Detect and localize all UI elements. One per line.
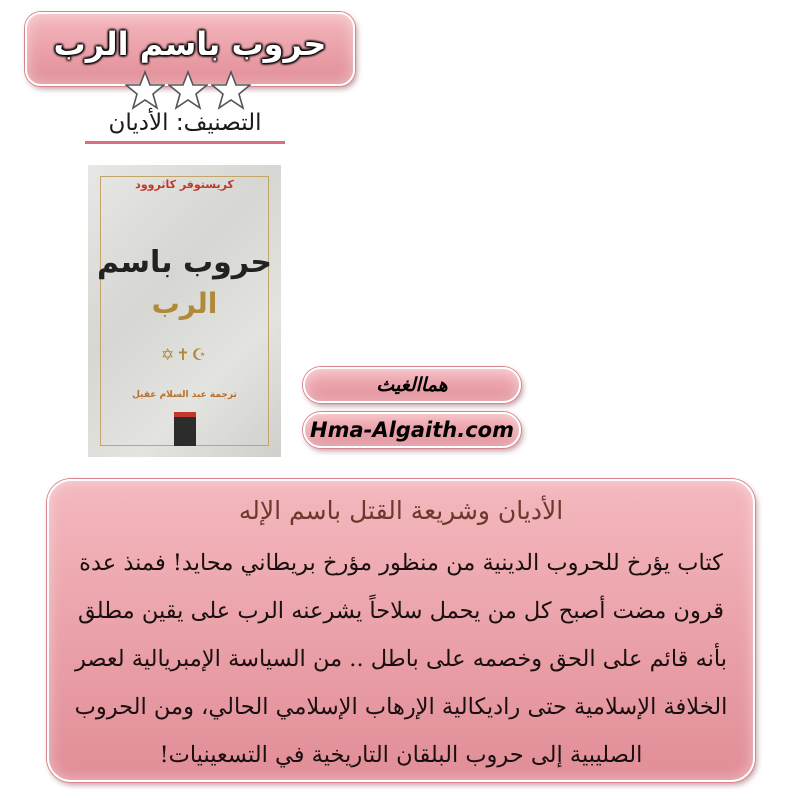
book-cover-image [88, 165, 281, 457]
category-label: التصنيف: الأديان [85, 110, 285, 144]
publisher-logo [174, 412, 196, 446]
star-rating [125, 70, 251, 110]
star-icon [168, 70, 208, 110]
cover-title: حروب باسم [96, 245, 273, 280]
cover-translator: ترجمة عبد السلام عقيل [132, 390, 237, 400]
cover-subtitle: الرب [151, 287, 218, 320]
star-icon [125, 70, 165, 110]
review-heading: الأديان وشريعة القتل باسم الإله [238, 496, 564, 525]
book-title: حروب باسم الرب [53, 25, 327, 63]
cover-author: كريستوفر كاثروود [135, 178, 234, 191]
religious-symbols-icon: ✡✝☪ [160, 345, 209, 364]
reviewer-pill [303, 367, 521, 403]
review-body: كتاب يؤرخ للحروب الدينية من منظور مؤرخ بريطاني محايد! فمنذ عدة قرون مضت أصبح كل من يحمل سلاحاً يشرعنه الرب على يقين مطلق بأنه قائم على الحق وخصمه على باطل .. من السياسة الإمبريالية لعصر الخلافة الإسلامية حتى راديكالية الإرهاب الإسلامي الحالي، ومن الحروب الصليبية إلى حروب البلقان التاريخية في التسعينيات! [74, 550, 728, 768]
star-icon [211, 70, 251, 110]
reviewer-name: هماالغيث [376, 374, 448, 396]
website-link[interactable]: Hma-Algaith.com [310, 418, 514, 442]
review-box [47, 479, 755, 782]
website-pill[interactable] [303, 412, 521, 448]
